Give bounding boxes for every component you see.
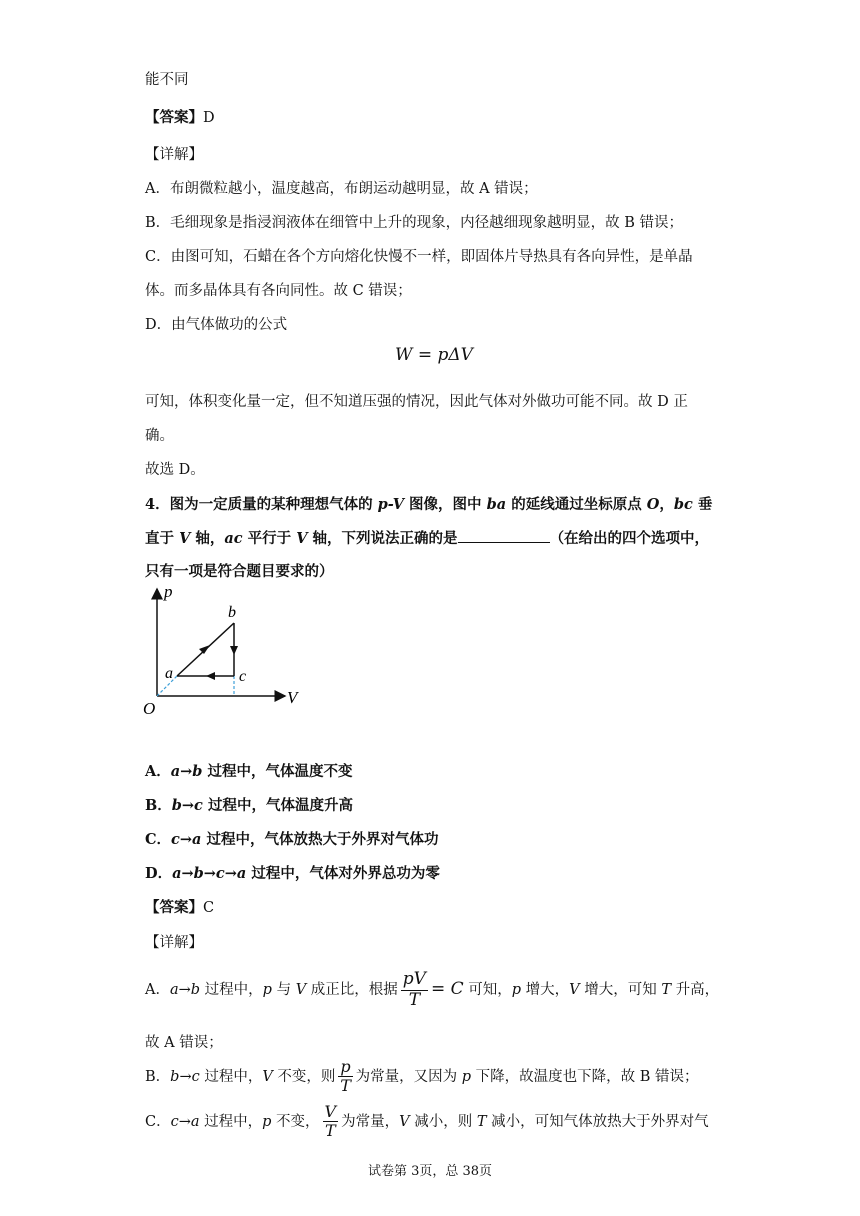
q3-explain-d: D．由气体做功的公式 [145, 317, 288, 333]
process-term: a→b [169, 982, 201, 999]
stem-text: 轴， [190, 530, 225, 547]
option-text: 过程中，气体温度不变 [202, 763, 353, 780]
q4-stem-line-1 [145, 493, 712, 514]
fraction-denominator: T [340, 1076, 351, 1096]
text: 过程中， [200, 982, 263, 999]
text: 减小，可知气体放热大于外界对气 [486, 1113, 709, 1130]
arrow-c-to-a [206, 672, 215, 680]
bc-term: bc [673, 496, 693, 513]
process-term: a→b [170, 763, 203, 780]
stem-text: 轴，下列说法正确的是 [307, 530, 458, 547]
option-letter: D． [145, 865, 173, 882]
v-term: V [296, 530, 308, 547]
process-term: a→b→c→a [172, 865, 247, 882]
fraction-numerator: p [340, 1057, 351, 1076]
stem-text: 直于 [145, 530, 180, 547]
text: 过程中， [199, 1113, 263, 1130]
q3-after-2: 确。 [145, 428, 174, 444]
pv-term: p-V [377, 496, 404, 513]
q4-option-d [145, 862, 440, 883]
point-a-label: a [165, 665, 173, 682]
q3-explain-c1: C．由图可知，石蜡在各个方向熔化快慢不一样，即固体片导热具有各向异性，是单晶 [145, 249, 693, 265]
option-letter: A． [145, 763, 171, 780]
q4-detail-label: 【详解】 [145, 935, 203, 951]
text: 减小，则 [409, 1113, 477, 1130]
q4-option-a [145, 760, 353, 781]
ba-term: ba [486, 496, 507, 513]
q4-explain-a [145, 970, 719, 1010]
q4-option-c [145, 828, 438, 849]
text: 为常量， [341, 1113, 400, 1130]
process-term: b→c [171, 797, 203, 814]
answer-label: 【答案】 [145, 899, 203, 916]
t-term: T [661, 982, 671, 999]
stem-text: 的延线通过坐标原点 [506, 496, 647, 513]
q3-choose: 故选 D。 [145, 462, 205, 478]
p-term: p [461, 1068, 472, 1085]
v-term: V [262, 1068, 273, 1085]
text: 增大， [521, 982, 570, 999]
text: 可知， [463, 982, 512, 999]
answer-value: C [203, 900, 215, 916]
fraction-p-over-t [338, 1058, 352, 1096]
text: 成正比，根据 [306, 982, 398, 999]
point-b-label: b [228, 604, 236, 621]
q3-answer [145, 106, 215, 127]
axis-p-label: p [164, 583, 173, 601]
fraction-numerator: pV [402, 969, 426, 989]
work-formula: W = pΔV [395, 345, 473, 365]
origin-label: O [143, 699, 156, 718]
q3-explain-a: A．布朗微粒越小，温度越高，布朗运动越明显，故 A 错误； [145, 181, 538, 197]
equals-c: = C [430, 979, 464, 1000]
q4-explain-b [145, 1058, 699, 1096]
origin-term: O [646, 496, 660, 513]
q4-answer [145, 896, 214, 917]
text: 与 [271, 982, 296, 999]
process-term: c→a [170, 1113, 200, 1130]
q3-explain-b: B．毛细现象是指浸润液体在细管中上升的现象，内径越细现象越明显，故 B 错误； [145, 215, 684, 231]
stem-text: 图为一定质量的某种理想气体的 [169, 496, 378, 513]
process-term: c→a [171, 831, 202, 848]
option-letter: C． [145, 831, 172, 848]
text: 为常量，又因为 [355, 1068, 462, 1085]
q4-stem-line-2 [145, 527, 709, 548]
process-term: b→c [170, 1068, 200, 1085]
text: 不变， [271, 1113, 320, 1130]
q3-after-1: 可知，体积变化量一定，但不知道压强的情况，因此气体对外做功可能不同。故 D 正 [145, 394, 688, 410]
fraction-denominator: T [408, 989, 421, 1010]
answer-blank [458, 528, 550, 543]
v-term: V [569, 982, 580, 999]
stem-text: 垂 [692, 496, 713, 513]
fraction-pv-over-t [401, 970, 428, 1010]
q4-explain-c [145, 1103, 709, 1141]
arrow-b-to-c [230, 646, 238, 655]
text: 过程中， [199, 1068, 263, 1085]
p-term: p [262, 982, 272, 999]
text: 增大，可知 [579, 982, 662, 999]
option-letter: B． [145, 797, 172, 814]
t-term: T [476, 1113, 487, 1130]
q3-detail-label: 【详解】 [145, 147, 203, 163]
q4-option-b [145, 794, 353, 815]
option-text: 过程中，气体对外界总功为零 [246, 865, 440, 882]
text: 不变，则 [272, 1068, 336, 1085]
arrow-a-to-b [199, 645, 210, 654]
continued-line: 能不同 [145, 72, 189, 88]
ac-term: ac [224, 530, 243, 547]
text: B． [145, 1068, 171, 1085]
stem-text: 图像，图中 [404, 496, 487, 513]
stem-text: （在给出的四个选项中， [549, 530, 710, 547]
q4-stem-line-3: 只有一项是符合题目要求的） [145, 563, 334, 580]
q4-explain-a-line2: 故 A 错误； [145, 1035, 223, 1051]
text: 升高， [671, 982, 720, 999]
answer-label: 【答案】 [145, 109, 203, 126]
q3-explain-c2: 体。而多晶体具有各向同性。故 C 错误； [145, 283, 412, 299]
point-c-label: c [239, 668, 247, 685]
v-term: V [295, 982, 307, 999]
p-term: p [511, 982, 522, 999]
text: C． [145, 1113, 171, 1130]
fraction-numerator: V [324, 1102, 337, 1121]
stem-text: ， [659, 496, 674, 513]
question-number: 4． [145, 496, 170, 513]
page-footer: 试卷第 3页，总 38页 [367, 1164, 493, 1179]
v-term: V [399, 1113, 410, 1130]
text: A． [145, 982, 170, 999]
answer-value: D [203, 110, 215, 126]
text: 下降，故温度也下降，故 B 错误； [471, 1068, 699, 1085]
fraction-denominator: T [324, 1121, 336, 1141]
fraction-v-over-t [323, 1103, 339, 1141]
option-text: 过程中，气体温度升高 [202, 797, 353, 814]
p-term: p [262, 1113, 272, 1130]
option-text: 过程中，气体放热大于外界对气体功 [201, 831, 439, 848]
stem-text: 平行于 [242, 530, 297, 547]
pv-diagram [140, 583, 310, 723]
v-term: V [179, 530, 191, 547]
axis-v-label: V [287, 688, 298, 707]
